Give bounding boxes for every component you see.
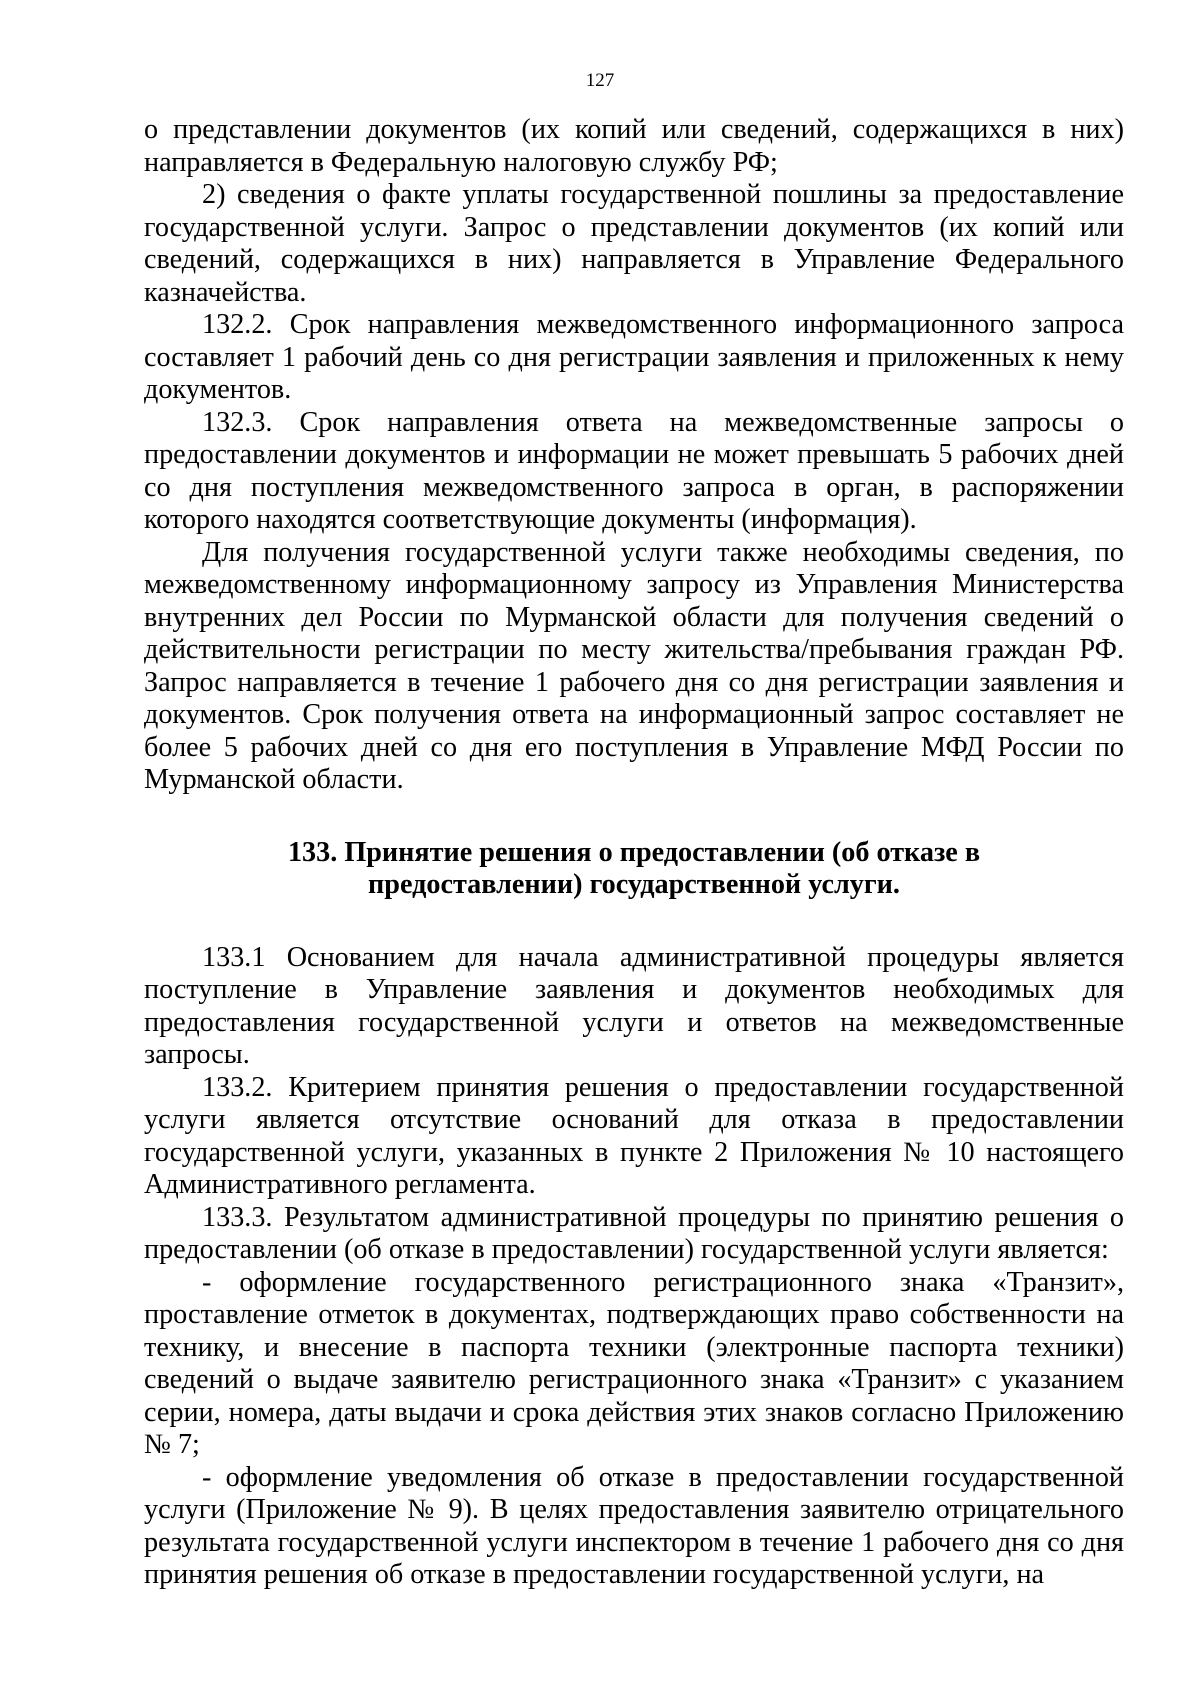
section-heading <box>144 837 1124 902</box>
document-body <box>144 114 1124 1592</box>
paragraph: о представлении документов (их копий или сведений, содержащихся в них) направляется в Федеральную налоговую службу РФ; <box>144 114 1124 178</box>
section-heading-line: 133. Принятие решения о предоставлении (об отказе в <box>287 836 981 868</box>
paragraph: - оформление государственного регистрационного знака «Транзит», проставление отметок в документах, подтверждающих право собственности на технику, и внесение в паспорта техники (электронные паспорта техники) сведений о выдаче заявителю регистрационного знака «Транзит» с указанием серии, номера, даты выдачи и срока действия этих знаков согласно Приложению № 7; <box>144 1266 1124 1460</box>
paragraph: 132.3. Срок направления ответа на межведомственные запросы о предоставлении документов и информации не может превышать 5 рабочих дней со дня поступления межведомственного запроса в орган, в распоряжении которого находятся соответствующие документы (информация). <box>144 406 1124 535</box>
page-number: 127 <box>585 70 615 91</box>
paragraph: 133.3. Результатом административной процедуры по принятию решения о предоставлении (об отказе в предоставлении) государственной услуги является: <box>144 1201 1124 1265</box>
paragraph: - оформление уведомления об отказе в предоставлении государственной услуги (Приложение № 9). В целях предоставления заявителю отрицательного результата государственной услуги инспектором в течение 1 рабочего дня со дня принятия решения об отказе в предоставлении государственной услуги, на <box>144 1461 1124 1590</box>
paragraph: 133.1 Основанием для начала административной процедуры является поступление в Управление заявления и документов необходимых для предоставления государственной услуги и ответов на межведомственные запросы. <box>144 941 1124 1070</box>
paragraph: 132.2. Срок направления межведомственного информационного запроса составляет 1 рабочий день со дня регистрации заявления и приложенных к нему документов. <box>144 309 1124 405</box>
paragraph: 133.2. Критерием принятия решения о предоставлении государственной услуги является отсутствие оснований для отказа в предоставлении государственной услуги, указанных в пункте 2 Приложения № 10 настоящего Административного регламента. <box>144 1071 1124 1200</box>
paragraph: Для получения государственной услуги также необходимы сведения, по межведомственному информационному запросу из Управления Министерства внутренних дел России по Мурманской области для получения сведений о действительности регистрации по месту жительства/пребывания граждан РФ. Запрос направляется в течение 1 рабочего дня со дня регистрации заявления и документов. Срок получения ответа на информационный запрос составляет не более 5 рабочих дней со дня его поступления в Управление МФД России по Мурманской области. <box>144 536 1124 795</box>
section-heading-line: предоставлении) государственной услуги. <box>368 869 900 900</box>
paragraph: 2) сведения о факте уплаты государственной пошлины за предоставление государственной услуги. Запрос о представлении документов (их копий или сведений, содержащихся в них) направляется в Управление Федерального казначейства. <box>144 179 1124 308</box>
